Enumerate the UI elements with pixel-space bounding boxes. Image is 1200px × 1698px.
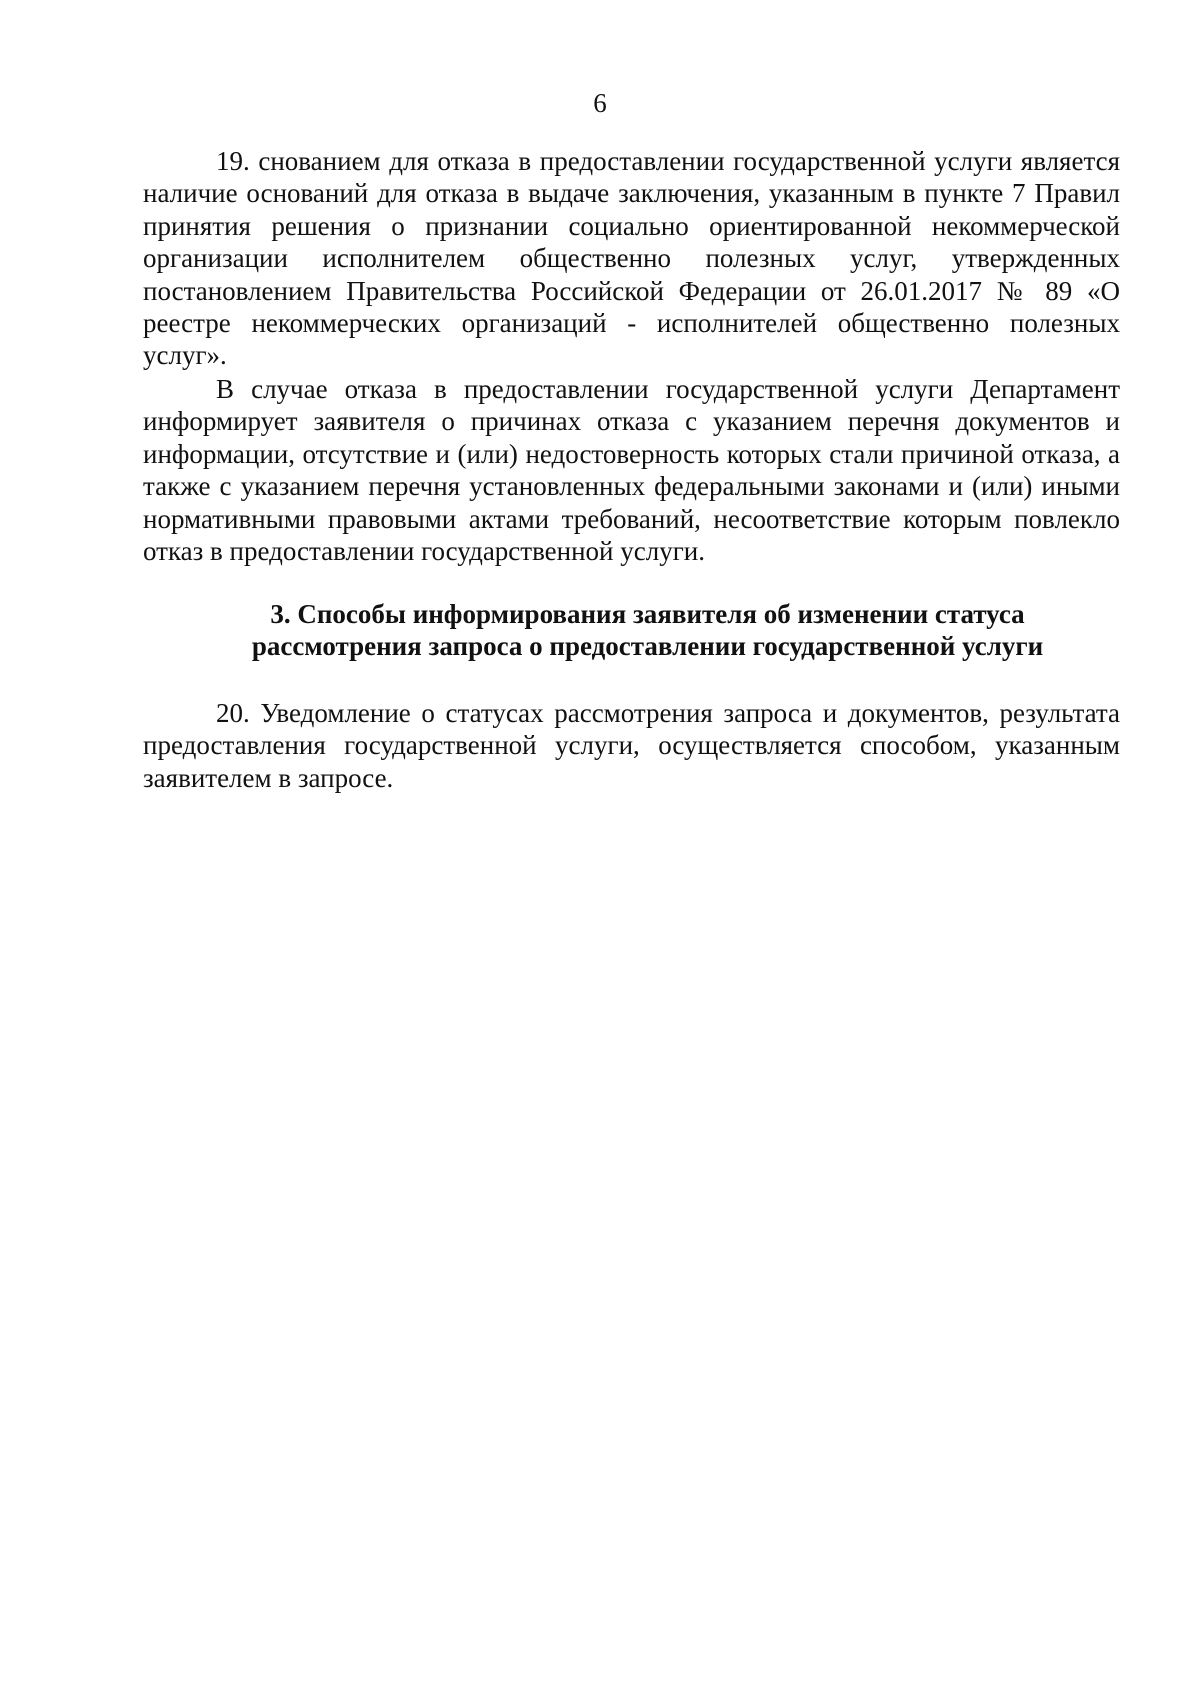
page-number: 6 xyxy=(593,88,607,118)
section-heading xyxy=(0,598,1200,663)
section-heading-line-2: рассмотрения запроса о предоставлении государственной услуги xyxy=(251,631,1044,662)
paragraph-refusal xyxy=(143,373,1120,567)
paragraph-refusal-text: В случае отказа в предоставлении государственной услуги Департамент информирует заявителя о причинах отказа с указанием перечня документов и информации, отсутствие и (или) недостоверность которых стали причиной отказа, а также с указанием перечня установленных федеральными законами и (или) иными нормативными правовыми актами требований, несоответствие которым повлекло отказ в предоставлении государственной услуги. xyxy=(143,374,1120,567)
paragraph-20 xyxy=(143,697,1120,794)
paragraph-19 xyxy=(143,145,1120,372)
section-heading-line-1: 3. Способы информирования заявителя об изменении статуса xyxy=(270,599,1025,629)
paragraph-20-text: 20. Уведомление о статусах рассмотрения запроса и документов, результата предоставления государственной услуги, осуществляется способом, указанным заявителем в запросе. xyxy=(143,698,1120,793)
paragraph-19-text: 19. снованием для отказа в предоставлении государственной услуги является наличие оснований для отказа в выдаче заключения, указанным в пункте 7 Правил принятия решения о признании социально ориентированной некоммерческой организации исполнителем общественно полезных услуг, утвержденных постановлением Правительства Российской Федерации от 26.01.2017 № 89 «О реестре некоммерческих организаций - исполнителей общественно полезных услуг». xyxy=(143,146,1120,371)
